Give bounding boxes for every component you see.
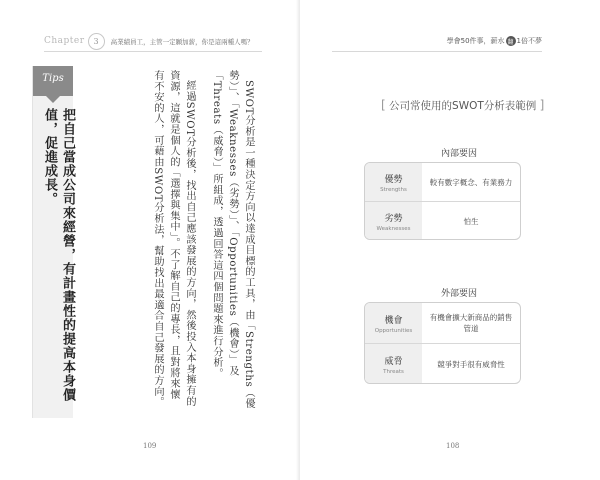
- swot-key: [365, 163, 422, 201]
- swot-key-en: Weaknesses: [376, 225, 411, 232]
- header-divider: [332, 51, 542, 52]
- page-number: 108: [446, 442, 460, 450]
- swot-key: [365, 202, 422, 240]
- internal-factors-table: [364, 162, 521, 240]
- swot-description: 競爭對手很有威脅性: [437, 359, 505, 369]
- body-text: [96, 70, 256, 410]
- swot-description: 較有數字概念、有業務力: [429, 177, 513, 187]
- swot-key-zh: 優勢: [384, 174, 403, 185]
- swot-key-en: Strengths: [380, 186, 407, 193]
- swot-row-threats: [365, 343, 520, 384]
- swot-title-text: 公司常使用的SWOT分析表範例: [389, 100, 537, 112]
- tips-text: 把自己當成公司來經營，有計畫性的提高本身價值，促進成長。: [42, 108, 75, 402]
- swot-description: 怕生: [463, 216, 479, 226]
- swot-key-zh: 劣勢: [384, 213, 403, 224]
- swot-key: [365, 344, 422, 384]
- external-factors-label: 外部要因: [440, 289, 477, 299]
- swot-key: [365, 303, 422, 343]
- swot-key-en: Threats: [383, 368, 404, 375]
- swot-key-zh: 威脅: [384, 356, 403, 367]
- book-title-suffix: 1倍: [516, 37, 528, 45]
- swot-row-weaknesses: [365, 201, 520, 240]
- chapter-number-badge: 3: [88, 33, 105, 50]
- swot-description: 有機會擴大新商品的銷售管道: [429, 313, 513, 333]
- chapter-header: [44, 33, 254, 49]
- bracket-left-icon: [: [381, 98, 386, 112]
- tips-tab: [33, 66, 73, 96]
- right-page: [300, 0, 600, 480]
- tips-box: [32, 66, 73, 418]
- body-paragraph: SWOT分析是一種決定方向以達成目標的工具，由「Strengths（優勢）」、「Weaknesses（劣勢）」、「Opportunities（機會）」及「Threats（威脅）」所組成，透過回答這四個問題來進行分析。: [211, 70, 254, 410]
- bracket-right-icon: ]: [539, 98, 545, 112]
- internal-factors-label: 內部要因: [440, 149, 477, 159]
- book-title-end: 不夢: [528, 37, 542, 45]
- chapter-word: Chapter: [44, 36, 85, 46]
- book-title-prefix: 學會50件事，薪水: [446, 37, 505, 45]
- tips-label: Tips: [42, 73, 64, 84]
- book-title-circle: 翻: [506, 36, 516, 46]
- external-factors-table: [364, 302, 521, 384]
- swot-key-zh: 機會: [384, 315, 403, 326]
- body-paragraph: 經過SWOT分析後，找出自己應該發展的方向，然後投入本身擁有的資源，這就是個人的「選擇與集中」。不了解自己的專長，且對將來懷有不安的人，可藉由SWOT分析法，幫助找出最適合自己發展的方向。: [152, 70, 195, 408]
- book-header: [447, 33, 542, 49]
- swot-key-en: Opportunities: [374, 327, 413, 334]
- page-number: 109: [143, 442, 157, 450]
- swot-row-opportunities: [365, 303, 520, 343]
- swot-row-strengths: [365, 163, 520, 201]
- swot-title: [381, 98, 545, 116]
- header-divider: [44, 51, 262, 52]
- chapter-title: 高業績員工，主管一定願加薪，你是這兩種人嗎？: [110, 37, 254, 46]
